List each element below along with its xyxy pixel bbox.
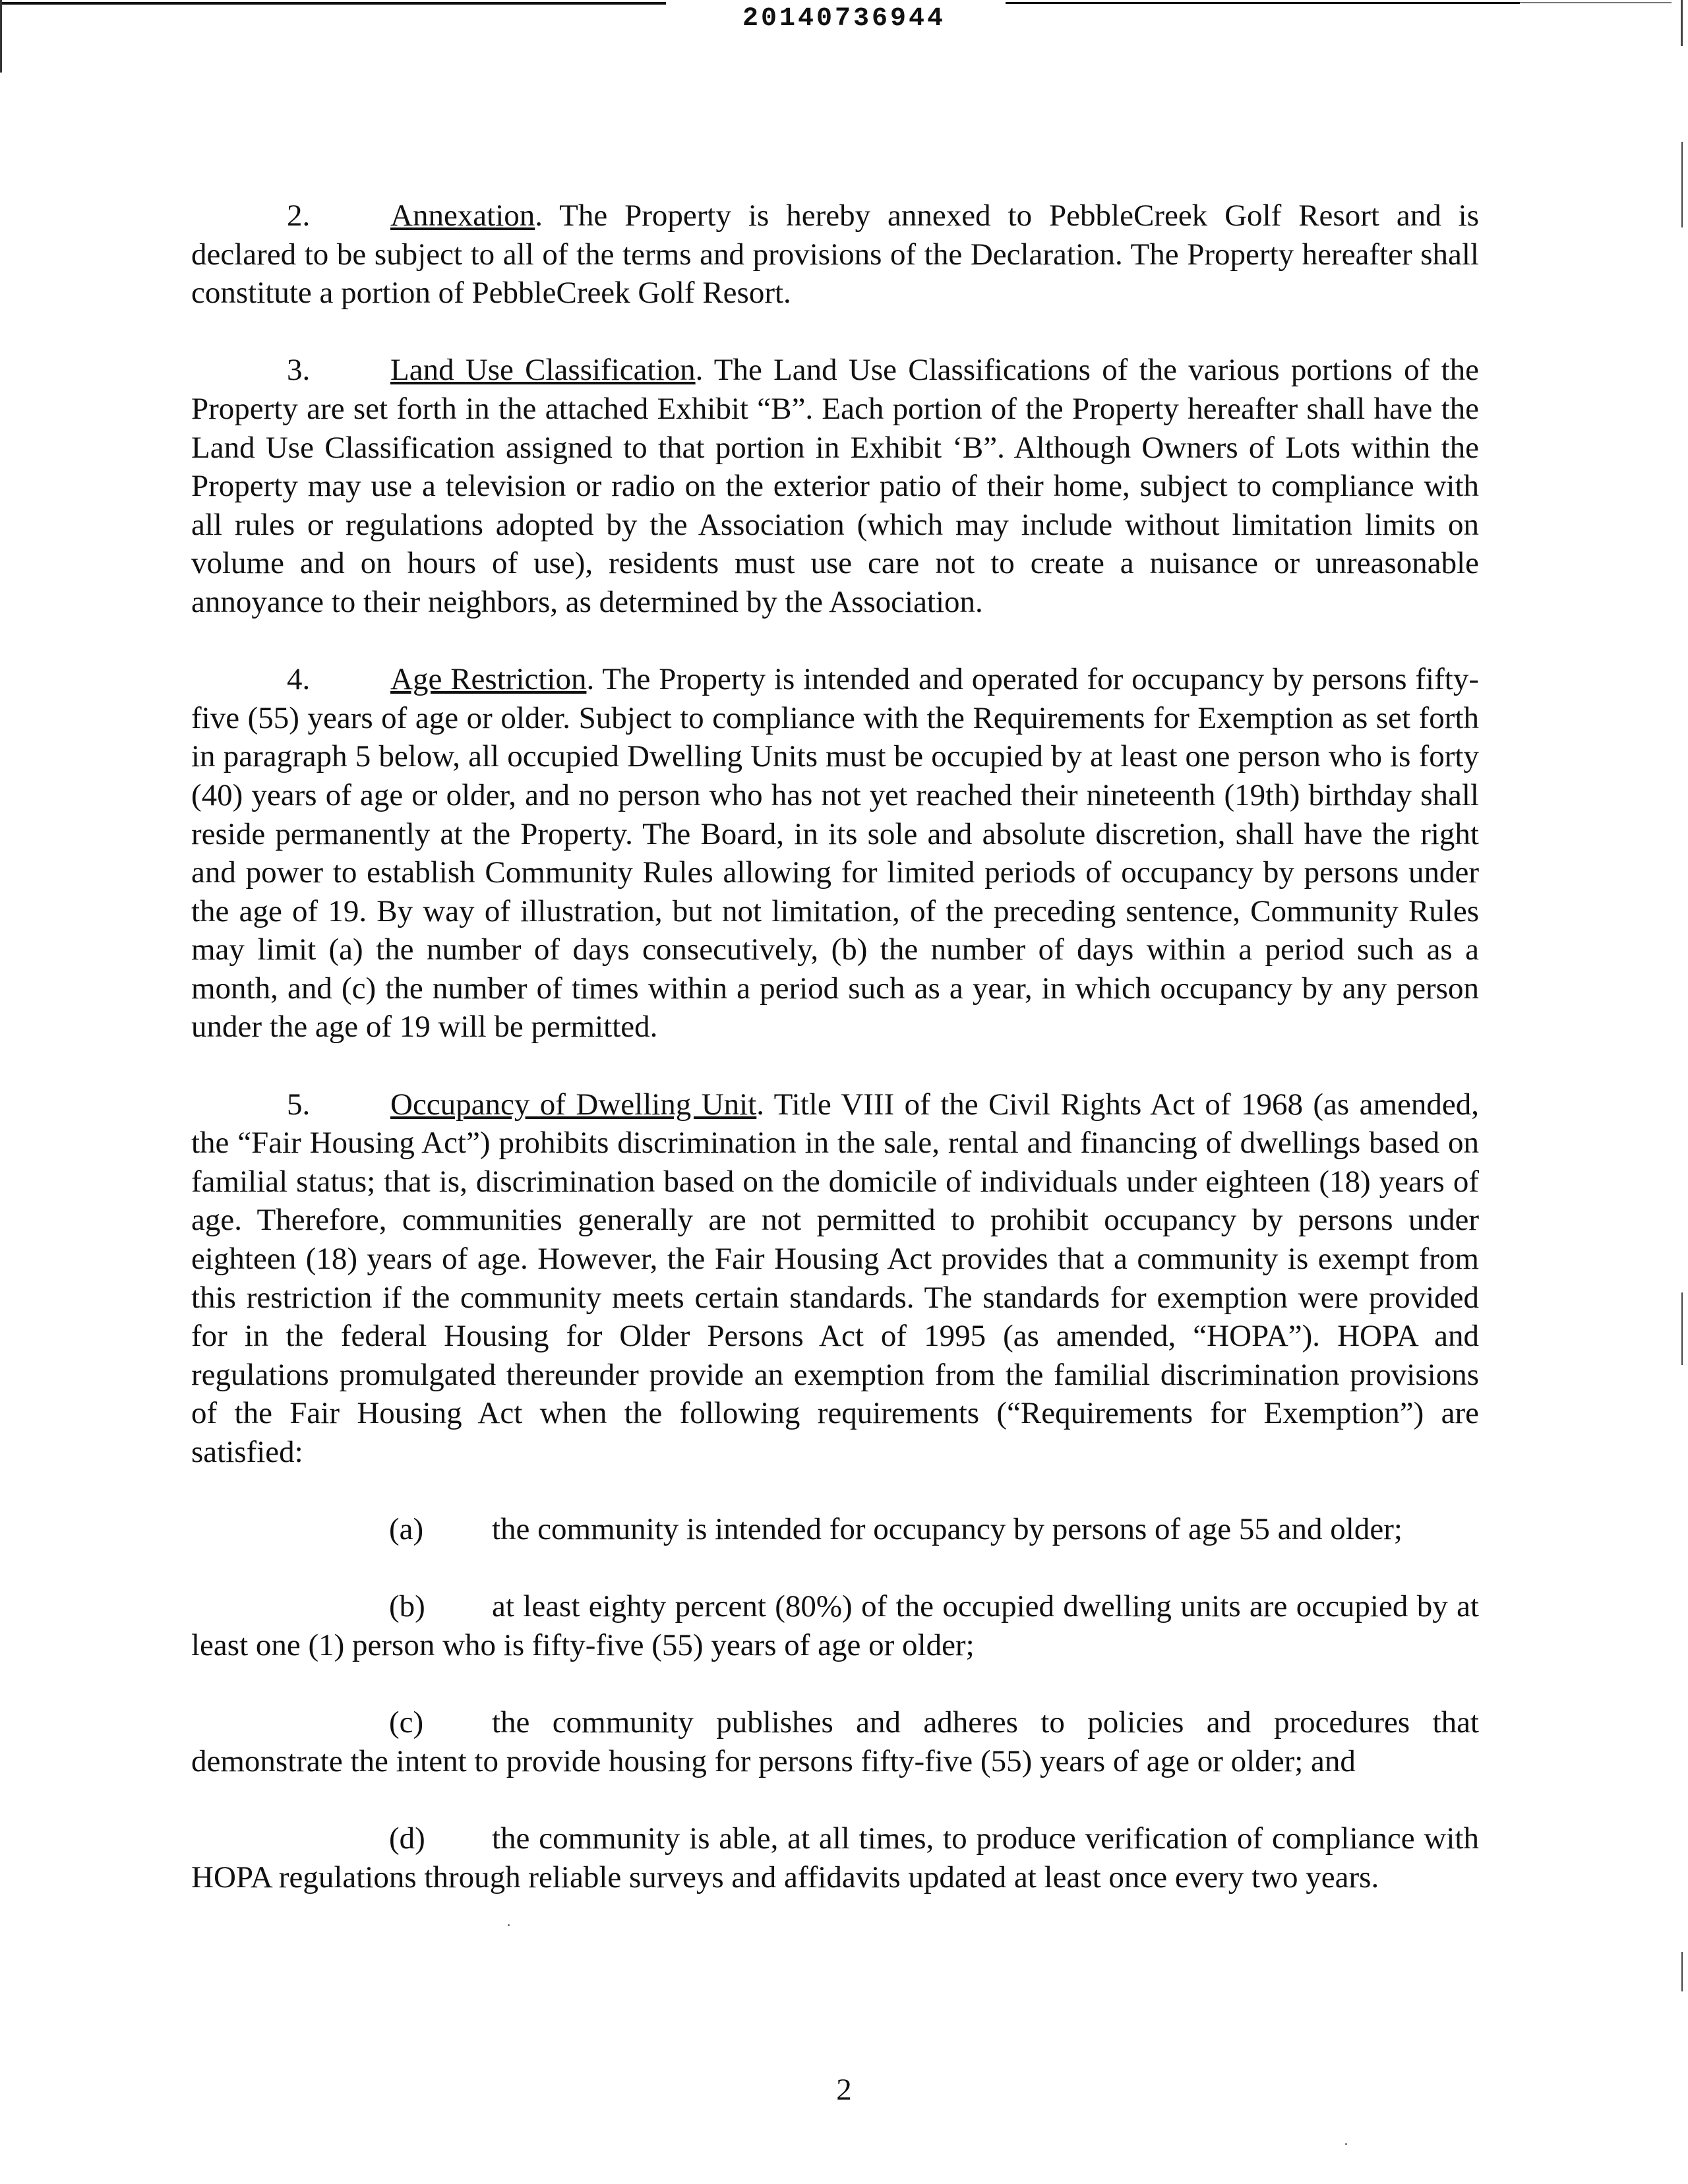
section-heading: Land Use Classification [390, 353, 696, 388]
section-heading: Age Restriction [390, 662, 587, 697]
section-land-use-classification [191, 351, 1479, 621]
requirement-item-d [191, 1819, 1479, 1896]
scan-right-edge-mark-2 [1681, 1292, 1683, 1365]
scan-right-edge-mark-1 [1681, 142, 1683, 228]
section-text: . Title VIII of the Civil Rights Act of 1968 (as amended, the “Fair Housing Act”) prohibits discrimination in the sale, rental and financing of dwellings based on familial status; that is, discrimination based on the domicile of individuals under eighteen (18) years of age. Therefore, communities generally are not permitted to prohibit occupancy by persons under eighteen (18) years of age. However, the Fair Housing Act provides that a community is exempt from this restriction if the community meets certain standards. The standards for exemption were provided for in the federal Housing for Older Persons Act of 1995 (as amended, “HOPA”). HOPA and regulations promulgated thereunder provide an exemption from the familial discrimination provisions of the Fair Housing Act when the following requirements (“Requirements for Exemption”) are satisfied: [191, 1087, 1479, 1469]
section-number: 3. [287, 353, 311, 388]
section-text: . The Property is intended and operated for occupancy by persons fifty-five (55) years of age or older. Subject to compliance with the Requirements for Exemption as set forth in paragraph 5 below, all occupied Dwelling Units must be occupied by at least one person who is forty (40) years of age or older, and no person who has not yet reached their nineteenth (19th) birthday shall reside permanently at the Property. The Board, in its sole and absolute discretion, shall have the right and power to establish Community Rules allowing for limited periods of occupancy by persons under the age of 19. By way of illustration, but not limitation, of the preceding sentence, Community Rules may limit (a) the number of days consecutively, (b) the number of days within a period such as a month, and (c) the number of times within a period such as a year, in which occupancy by any person under the age of 19 will be permitted. [191, 662, 1479, 1045]
section-annexation [191, 197, 1479, 313]
requirement-text: the community is able, at all times, to produce verification of compliance with HOPA regulations through reliable surveys and affidavits updated at least once every two years. [191, 1821, 1479, 1895]
scan-speck [1345, 2143, 1347, 2145]
section-heading: Occupancy of Dwelling Unit [390, 1087, 757, 1122]
requirement-text: the community publishes and adheres to policies and procedures that demonstrate the intent to provide housing for persons fifty-five (55) years of age or older; and [191, 1705, 1479, 1778]
requirement-label: (d) [389, 1821, 425, 1856]
requirement-text: the community is intended for occupancy by persons of age 55 and older; [492, 1512, 1402, 1547]
section-number: 2. [287, 198, 311, 233]
section-text: . The Land Use Classifications of the various portions of the Property are set forth in the attached Exhibit “B”. Each portion of the Property hereafter shall have the Land Use Classification assigned to that portion in Exhibit ‘B”. Although Owners of Lots within the Property may use a television or radio on the exterior patio of their home, subject to compliance with all rules or regulations adopted by the Association (which may include without limitation limits on volume and on hours of use), residents must use care not to create a nuisance or unreasonable annoyance to their neighbors, as determined by the Association. [191, 353, 1479, 619]
scan-right-edge-mark-3 [1681, 1952, 1683, 1991]
section-number: 5. [287, 1087, 311, 1122]
requirement-item-c [191, 1703, 1479, 1780]
section-number: 4. [287, 662, 311, 697]
requirement-label: (c) [389, 1705, 424, 1740]
requirement-label: (b) [389, 1589, 425, 1624]
requirement-item-b [191, 1587, 1479, 1664]
page-number: 2 [836, 2073, 852, 2107]
section-heading: Annexation [390, 198, 535, 233]
requirement-text: at least eighty percent (80%) of the occupied dwelling units are occupied by at least one (1) person who is fifty-five (55) years of age or older; [191, 1589, 1479, 1662]
requirement-item-a [191, 1510, 1479, 1549]
section-occupancy-of-dwelling-unit [191, 1085, 1479, 1472]
document-number: 20140736944 [742, 4, 946, 34]
section-text: . The Property is hereby annexed to PebbleCreek Golf Resort and is declared to be subject to all of the terms and provisions of the Declaration. The Property hereafter shall constitute a portion of PebbleCreek Golf Resort. [191, 198, 1479, 311]
requirement-label: (a) [389, 1512, 424, 1547]
section-age-restriction [191, 660, 1479, 1046]
document-body [191, 197, 1479, 1935]
